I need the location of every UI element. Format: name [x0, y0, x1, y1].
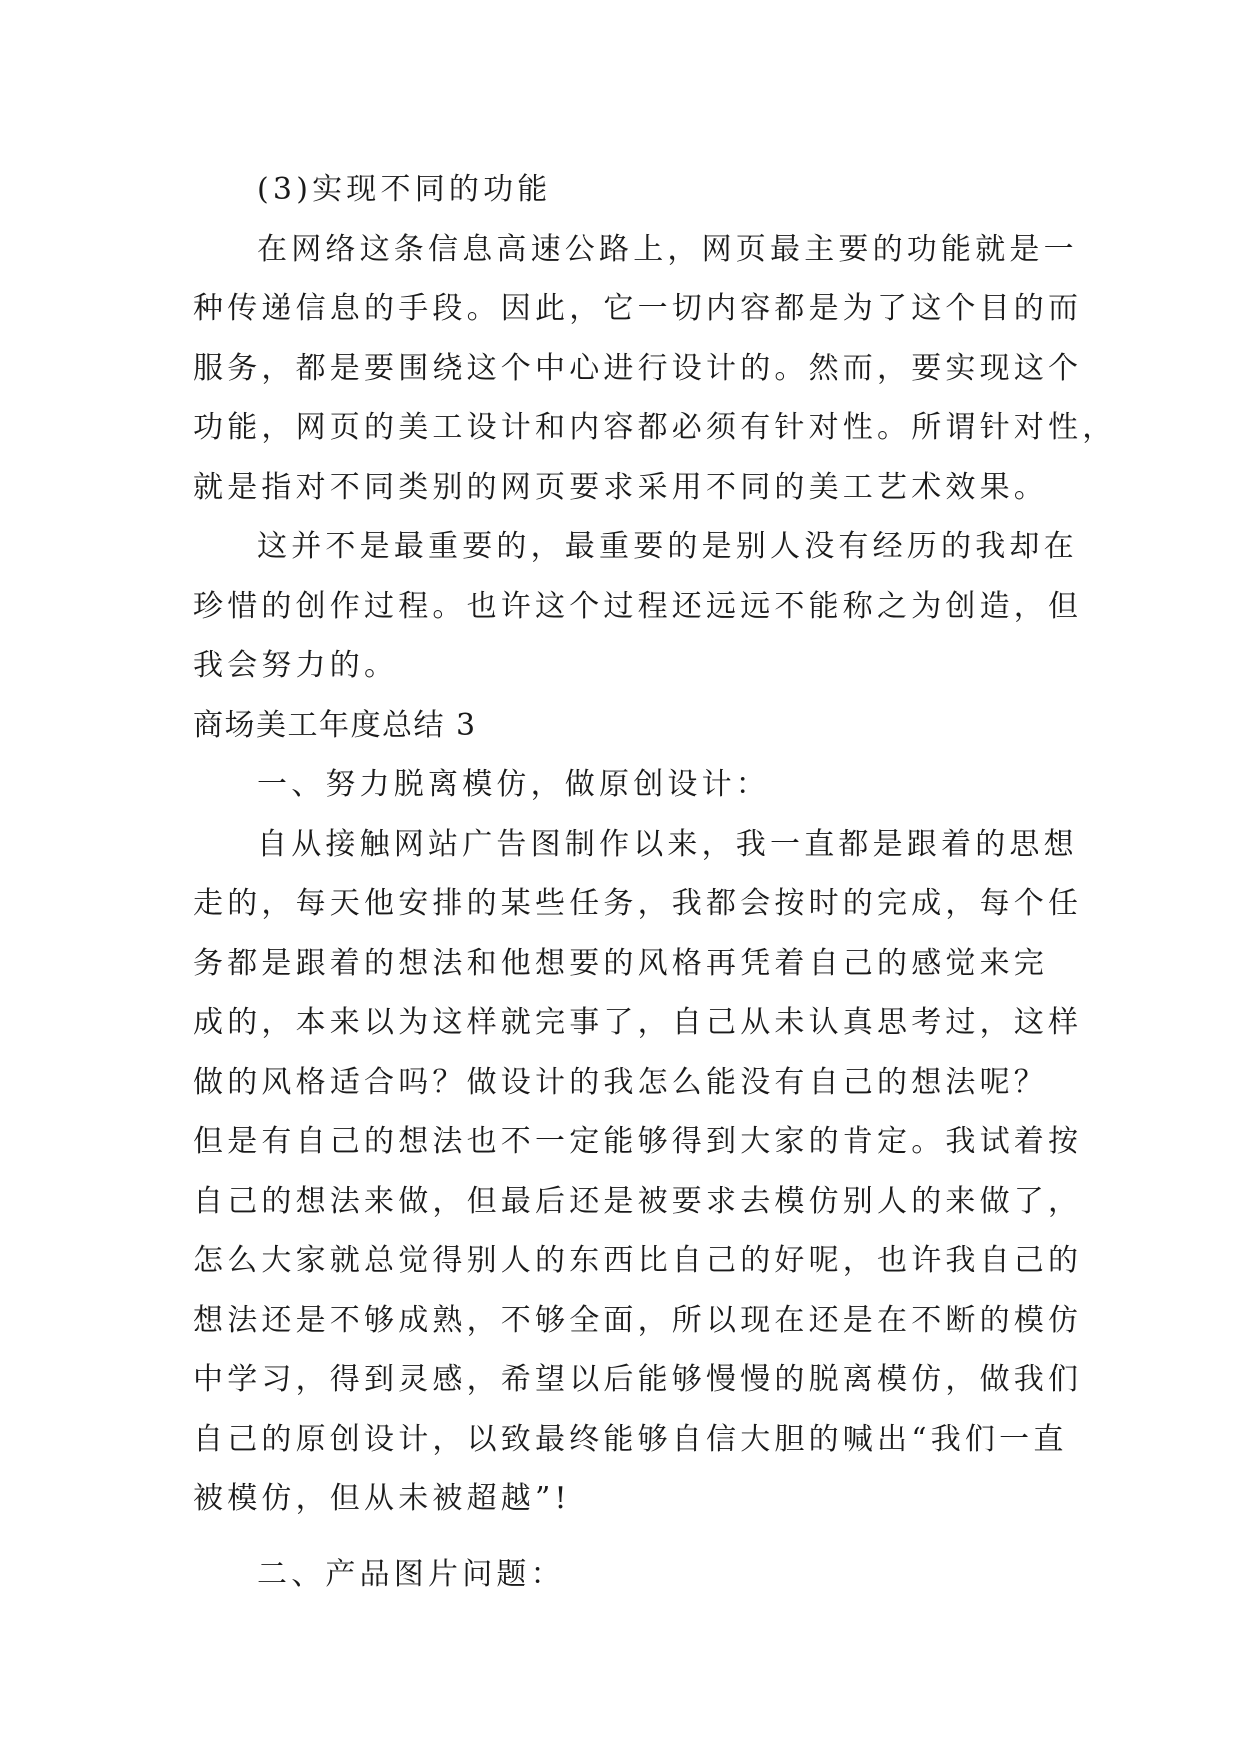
document-page	[193, 160, 1117, 1604]
paragraph-line: 被模仿，但从未被超越”!	[193, 1481, 571, 1516]
paragraph-line: 服务，都是要围绕这个中心进行设计的。然而，要实现这个	[193, 350, 1083, 386]
paragraph-line: 自从接触网站广告图制作以来，我一直都是跟着的思想	[257, 826, 1078, 862]
paragraph-line: 做的风格适合吗？做设计的我怎么能没有自己的想法呢？	[193, 1064, 1048, 1100]
spacer	[193, 1529, 1055, 1545]
paragraph-line: 在网络这条信息高速公路上，网页最主要的功能就是一	[257, 231, 1078, 267]
paragraph-line: 中学习，得到灵感，希望以后能够慢慢的脱离模仿，做我们	[193, 1362, 1083, 1397]
paragraph-line: 就是指对不同类别的网页要求采用不同的美工艺术效果。	[193, 469, 1048, 505]
paragraph-line: 怎么大家就总觉得别人的东西比自己的好呢，也许我自己的	[193, 1243, 1083, 1278]
paragraph-line: 这并不是最重要的，最重要的是别人没有经历的我却在	[257, 529, 1078, 564]
paragraph-line: 我会努力的。	[193, 648, 399, 683]
paragraph-line: 功能，网页的美工设计和内容都必须有针对性。所谓针对性，	[193, 410, 1117, 445]
paragraph-original-design	[193, 815, 1083, 1529]
paragraph-line: 但是有自己的想法也不一定能够得到大家的肯定。我试着按	[193, 1124, 1083, 1159]
paragraph-function	[193, 220, 1117, 518]
paragraph-line: 珍惜的创作过程。也许这个过程还远远不能称之为创造，但	[193, 588, 1083, 624]
paragraph-line: 自己的想法来做，但最后还是被要求去模仿别人的来做了，	[193, 1183, 1083, 1219]
section-title: 商场美工年度总结 3	[193, 707, 477, 743]
paragraph-line: 种传递信息的手段。因此，它一切内容都是为了这个目的而	[193, 291, 1083, 326]
paragraph-line: 成的，本来以为这样就完事了，自己从未认真思考过，这样	[193, 1005, 1083, 1040]
paragraph-effort	[193, 517, 1083, 696]
paragraph-line: 想法还是不够成熟，不够全面，所以现在还是在不断的模仿	[193, 1302, 1083, 1338]
paragraph-line: 走的，每天他安排的某些任务，我都会按时的完成，每个任	[193, 886, 1083, 921]
paragraph-line: 自己的原创设计，以致最终能够自信大胆的喊出“我们一直	[193, 1421, 1068, 1457]
item-heading-2: 二、产品图片问题：	[257, 1556, 565, 1592]
item-heading-1: 一、努力脱离模仿，做原创设计：	[257, 767, 770, 802]
subheading-3: (3)实现不同的功能	[257, 172, 552, 207]
paragraph-line: 务都是跟着的想法和他想要的风格再凭着自己的感觉来完	[193, 945, 1048, 981]
